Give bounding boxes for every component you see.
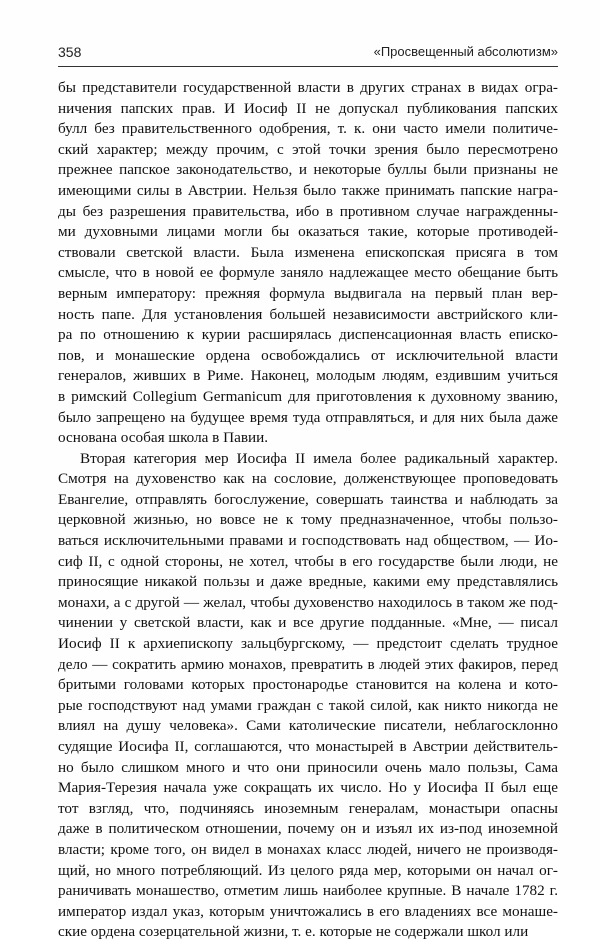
text-line: щий, но много потребляющий. Из целого ряда мер, которыми он начал ог- — [58, 861, 558, 879]
text-line: приносящие никакой пользы и даже вредные, какими ему представлялись — [58, 573, 558, 591]
text-line: тот взгляд, что, подчиняясь иноземным генералам, монастыри опасны — [58, 799, 558, 817]
text-line: прежнее папское законодательство, и некоторые буллы были признаны не — [58, 161, 558, 179]
text-line: Вторая категория мер Иосифа II имела более радикальный характер. — [80, 449, 558, 467]
text-line: ствовали светской власти. Была изменена епископская присяга в том — [58, 243, 558, 261]
text-line: ский характер; между прочим, с этой точки зрения было пересмотрено — [58, 140, 558, 158]
text-line: чинении у светской власти, как и все другие подданные. «Мне, — писал — [58, 614, 558, 632]
text-line: ра по отношению к курии расширялась диспенсационная власть еписко- — [58, 326, 558, 344]
text-line: император издал указ, которым уничтожались в его владениях все монаше- — [58, 902, 558, 920]
text-line: пов, и монашеские ордена освобождались от исключительной власти — [58, 346, 558, 364]
text-line: ды без разрешения правительства, ибо в противном случае награжденны- — [58, 202, 558, 220]
text-line: верным императору: прежняя формула выдвигала на первый план вер- — [58, 284, 558, 302]
page-header — [58, 44, 558, 66]
text-line: Иосиф II к архиепископу зальцбургскому, — предстоит сделать трудное — [58, 635, 558, 653]
text-line: ские ордена созерцательной жизни, т. е. которые не содержали школ или — [58, 923, 529, 941]
body-text — [58, 78, 558, 943]
text-line: булл без правительственного одобрения, т. к. они часто имели политиче- — [58, 120, 558, 138]
text-line: ничения папских прав. И Иосиф II не допускал публикования папских — [58, 99, 558, 117]
text-line: но было слишком много и что они приносили очень мало пользы, Сама — [58, 758, 558, 776]
text-line: бы представители государственной власти в других странах в видах огра- — [58, 79, 558, 96]
text-line: раничивать монашество, отметим лишь наиболее крупные. В начале 1782 г. — [58, 882, 558, 900]
text-line: церковной жизнью, но вовсе не к тому предназначенное, чтобы пользо- — [58, 511, 558, 529]
text-line: ваться исключительными правами и господствовать над обществом, — Ио- — [58, 532, 558, 550]
text-line: Мария-Терезия начала уже сокращать их число. Но у Иосифа II был еще — [58, 779, 558, 797]
paragraph — [58, 449, 558, 943]
text-line: монахи, а с другой — желал, чтобы духовенство находилось в таком же под- — [58, 593, 558, 611]
page-number: 358 — [58, 44, 82, 60]
text-line: было запрещено на будущее время туда отправляться, и для них была даже — [58, 408, 558, 426]
text-line: влиял на душу человека». Сами католические писатели, неблагосклонно — [58, 717, 558, 735]
header-rule — [58, 66, 558, 67]
text-line: судящие Иосифа II, соглашаются, что монастырей в Австрии действитель- — [58, 738, 558, 755]
text-line: ми духовными лицами могли бы оказаться такие, которые противодей- — [58, 223, 558, 241]
text-line: Смотря на духовенство как на сословие, долженствующее проповедовать — [58, 470, 558, 488]
text-line: генералов, живших в Риме. Наконец, молодым людям, ездившим учиться — [58, 367, 558, 385]
text-line: смысле, что в новой ее формуле заняло надлежащее место обещание быть — [58, 264, 558, 282]
text-line: власти; кроме того, он видел в монахах класс людей, ничего не производя- — [58, 840, 558, 858]
text-line: ность папе. Для установления большей независимости австрийского кли- — [58, 305, 558, 323]
text-line: в римский Collegium Germanicum для приготовления к духовному званию, — [58, 387, 558, 405]
text-line: даже в политическом отношении, почему он и изъял их из-под иноземной — [58, 820, 558, 838]
text-line: дело — сократить армию монахов, превратить в людей этих факиров, перед — [58, 655, 558, 673]
text-line: имеющими силы в Австрии. Нельзя было также принимать папские награ- — [58, 181, 558, 199]
running-title: «Просвещенный абсолютизм» — [373, 44, 558, 59]
text-line: рые господствуют над умами граждан с такой силой, как никто никогда не — [58, 696, 558, 714]
text-line: Евангелие, отправлять богослужение, совершать таинства и наблюдать за — [58, 490, 558, 508]
text-line: бритыми головами которых простонародье становится на колена и кото- — [58, 676, 558, 694]
paragraph — [58, 78, 558, 449]
text-line: основана особая школа в Павии. — [58, 429, 269, 447]
text-line: сиф II, с одной стороны, не хотел, чтобы в его государстве были люди, не — [58, 552, 558, 570]
